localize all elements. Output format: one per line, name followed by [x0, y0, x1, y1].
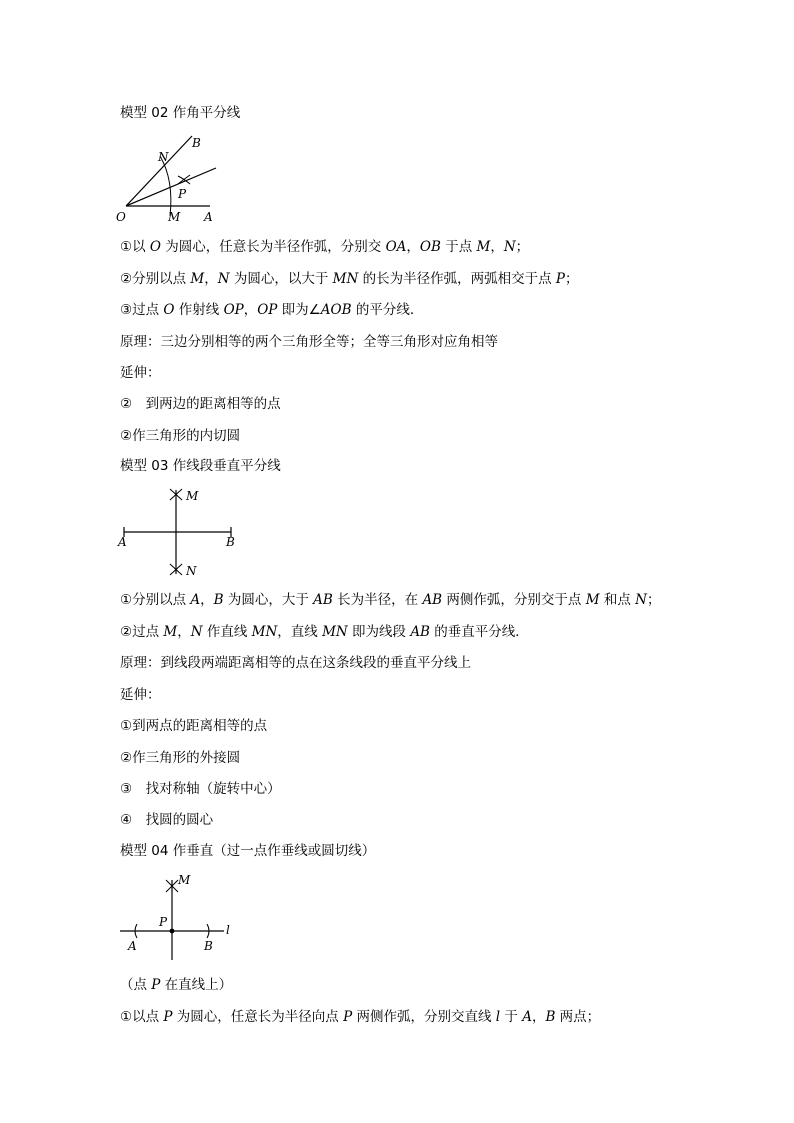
label-n: N [158, 150, 169, 164]
label-b: B [204, 939, 213, 953]
model03-step2: ②过点 M，N 作直线 MN，直线 MN 即为线段 AB 的垂直平分线． [120, 624, 529, 640]
label-o: O [116, 210, 126, 224]
label-b: B [192, 136, 201, 150]
label-m: M [186, 489, 199, 503]
point-p [170, 929, 175, 934]
model03-ext2: ②作三角形的外接圆 [120, 750, 241, 766]
model04-note: （点 P 在直线上） [120, 977, 233, 993]
model03-extension-label: 延伸： [120, 687, 161, 703]
model02-step2: ②分别以点 M，N 为圆心，以大于 MN 的长为半径作弧，两弧相交于点 P； [120, 271, 579, 287]
angle-bisector-figure [112, 132, 232, 228]
model03-ext4: ④ 找圆的圆心 [120, 812, 214, 828]
model03-heading: 模型 03 作线段垂直平分线 [120, 458, 281, 474]
perpendicular-bisector-figure [114, 484, 244, 580]
model02-step3: ③过点 O 作射线 OP，OP 即为∠AOB 的平分线． [120, 302, 424, 318]
perpendicular-figure [114, 870, 244, 962]
model02-ext2: ②作三角形的内切圆 [120, 428, 241, 444]
label-b: B [226, 535, 235, 549]
label-p: P [159, 915, 168, 929]
model04-step1: ①以点 P 为圆心，任意长为半径向点 P 两侧作弧，分别交直线 l 于 A，B 两点； [120, 1009, 601, 1025]
model02-heading: 模型 02 作角平分线 [120, 105, 241, 121]
model02-ext1: ② 到两边的距离相等的点 [120, 396, 281, 412]
model02-principle: 原理：三边分别相等的两个三角形全等；全等三角形对应角相等 [120, 334, 498, 350]
label-a: A [128, 939, 137, 953]
label-a: A [118, 535, 127, 549]
model03-ext3: ③ 找对称轴（旋转中心） [120, 781, 281, 797]
label-m: M [178, 873, 191, 887]
label-p: P [178, 187, 187, 201]
model03-ext1: ①到两点的距离相等的点 [120, 718, 268, 734]
model03-step1: ①分别以点 A，B 为圆心，大于 AB 长为半径，在 AB 两侧作弧，分别交于点 M 和点 N； [120, 592, 661, 608]
model02-extension-label: 延伸： [120, 365, 161, 381]
label-l: l [226, 923, 230, 937]
model02-step1: ①以 O 为圆心，任意长为半径作弧，分别交 OA，OB 于点 M，N； [120, 239, 530, 255]
label-n: N [186, 564, 197, 578]
model04-heading: 模型 04 作垂直（过一点作垂线或圆切线） [120, 843, 376, 859]
model03-principle: 原理：到线段两端距离相等的点在这条线段的垂直平分线上 [120, 655, 471, 671]
label-a: A [204, 210, 213, 224]
label-m: M [168, 210, 181, 224]
